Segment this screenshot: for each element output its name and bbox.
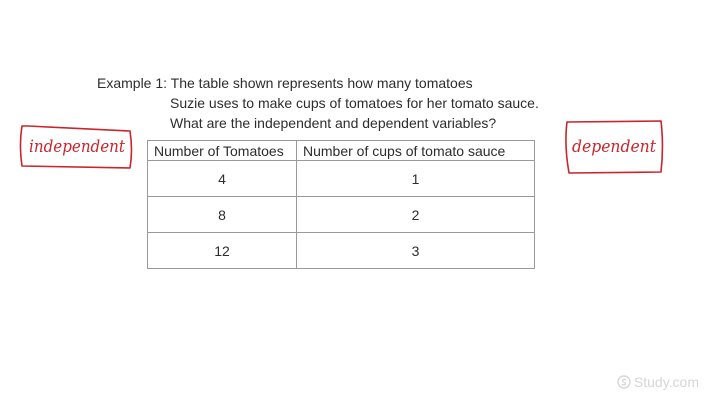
table-row	[148, 161, 535, 197]
table-header-row	[148, 141, 535, 161]
dependent-annotation	[561, 118, 667, 176]
problem-line-1: Example 1: The table shown represents how many tomatoes	[97, 75, 473, 91]
header-number-of-tomatoes: Number of Tomatoes	[148, 141, 297, 161]
cell-tomatoes: 12	[148, 233, 297, 269]
example-problem-text	[97, 73, 539, 133]
table-row	[148, 197, 535, 233]
cell-cups: 2	[297, 197, 535, 233]
independent-annotation	[18, 122, 136, 172]
watermark-text: Study.com	[633, 374, 699, 390]
cell-tomatoes: 4	[148, 161, 297, 197]
tomato-data-table	[147, 140, 535, 269]
study-watermark	[617, 374, 699, 390]
problem-line-3: What are the independent and dependent variables?	[170, 115, 497, 131]
cell-tomatoes: 8	[148, 197, 297, 233]
cell-cups: 3	[297, 233, 535, 269]
table-row	[148, 233, 535, 269]
study-logo-icon	[617, 375, 631, 389]
header-number-of-cups: Number of cups of tomato sauce	[297, 141, 535, 161]
independent-annotation-text: independent	[29, 137, 126, 157]
problem-line-2: Suzie uses to make cups of tomatoes for her tomato sauce.	[170, 95, 539, 111]
dependent-annotation-text: dependent	[572, 137, 657, 157]
cell-cups: 1	[297, 161, 535, 197]
